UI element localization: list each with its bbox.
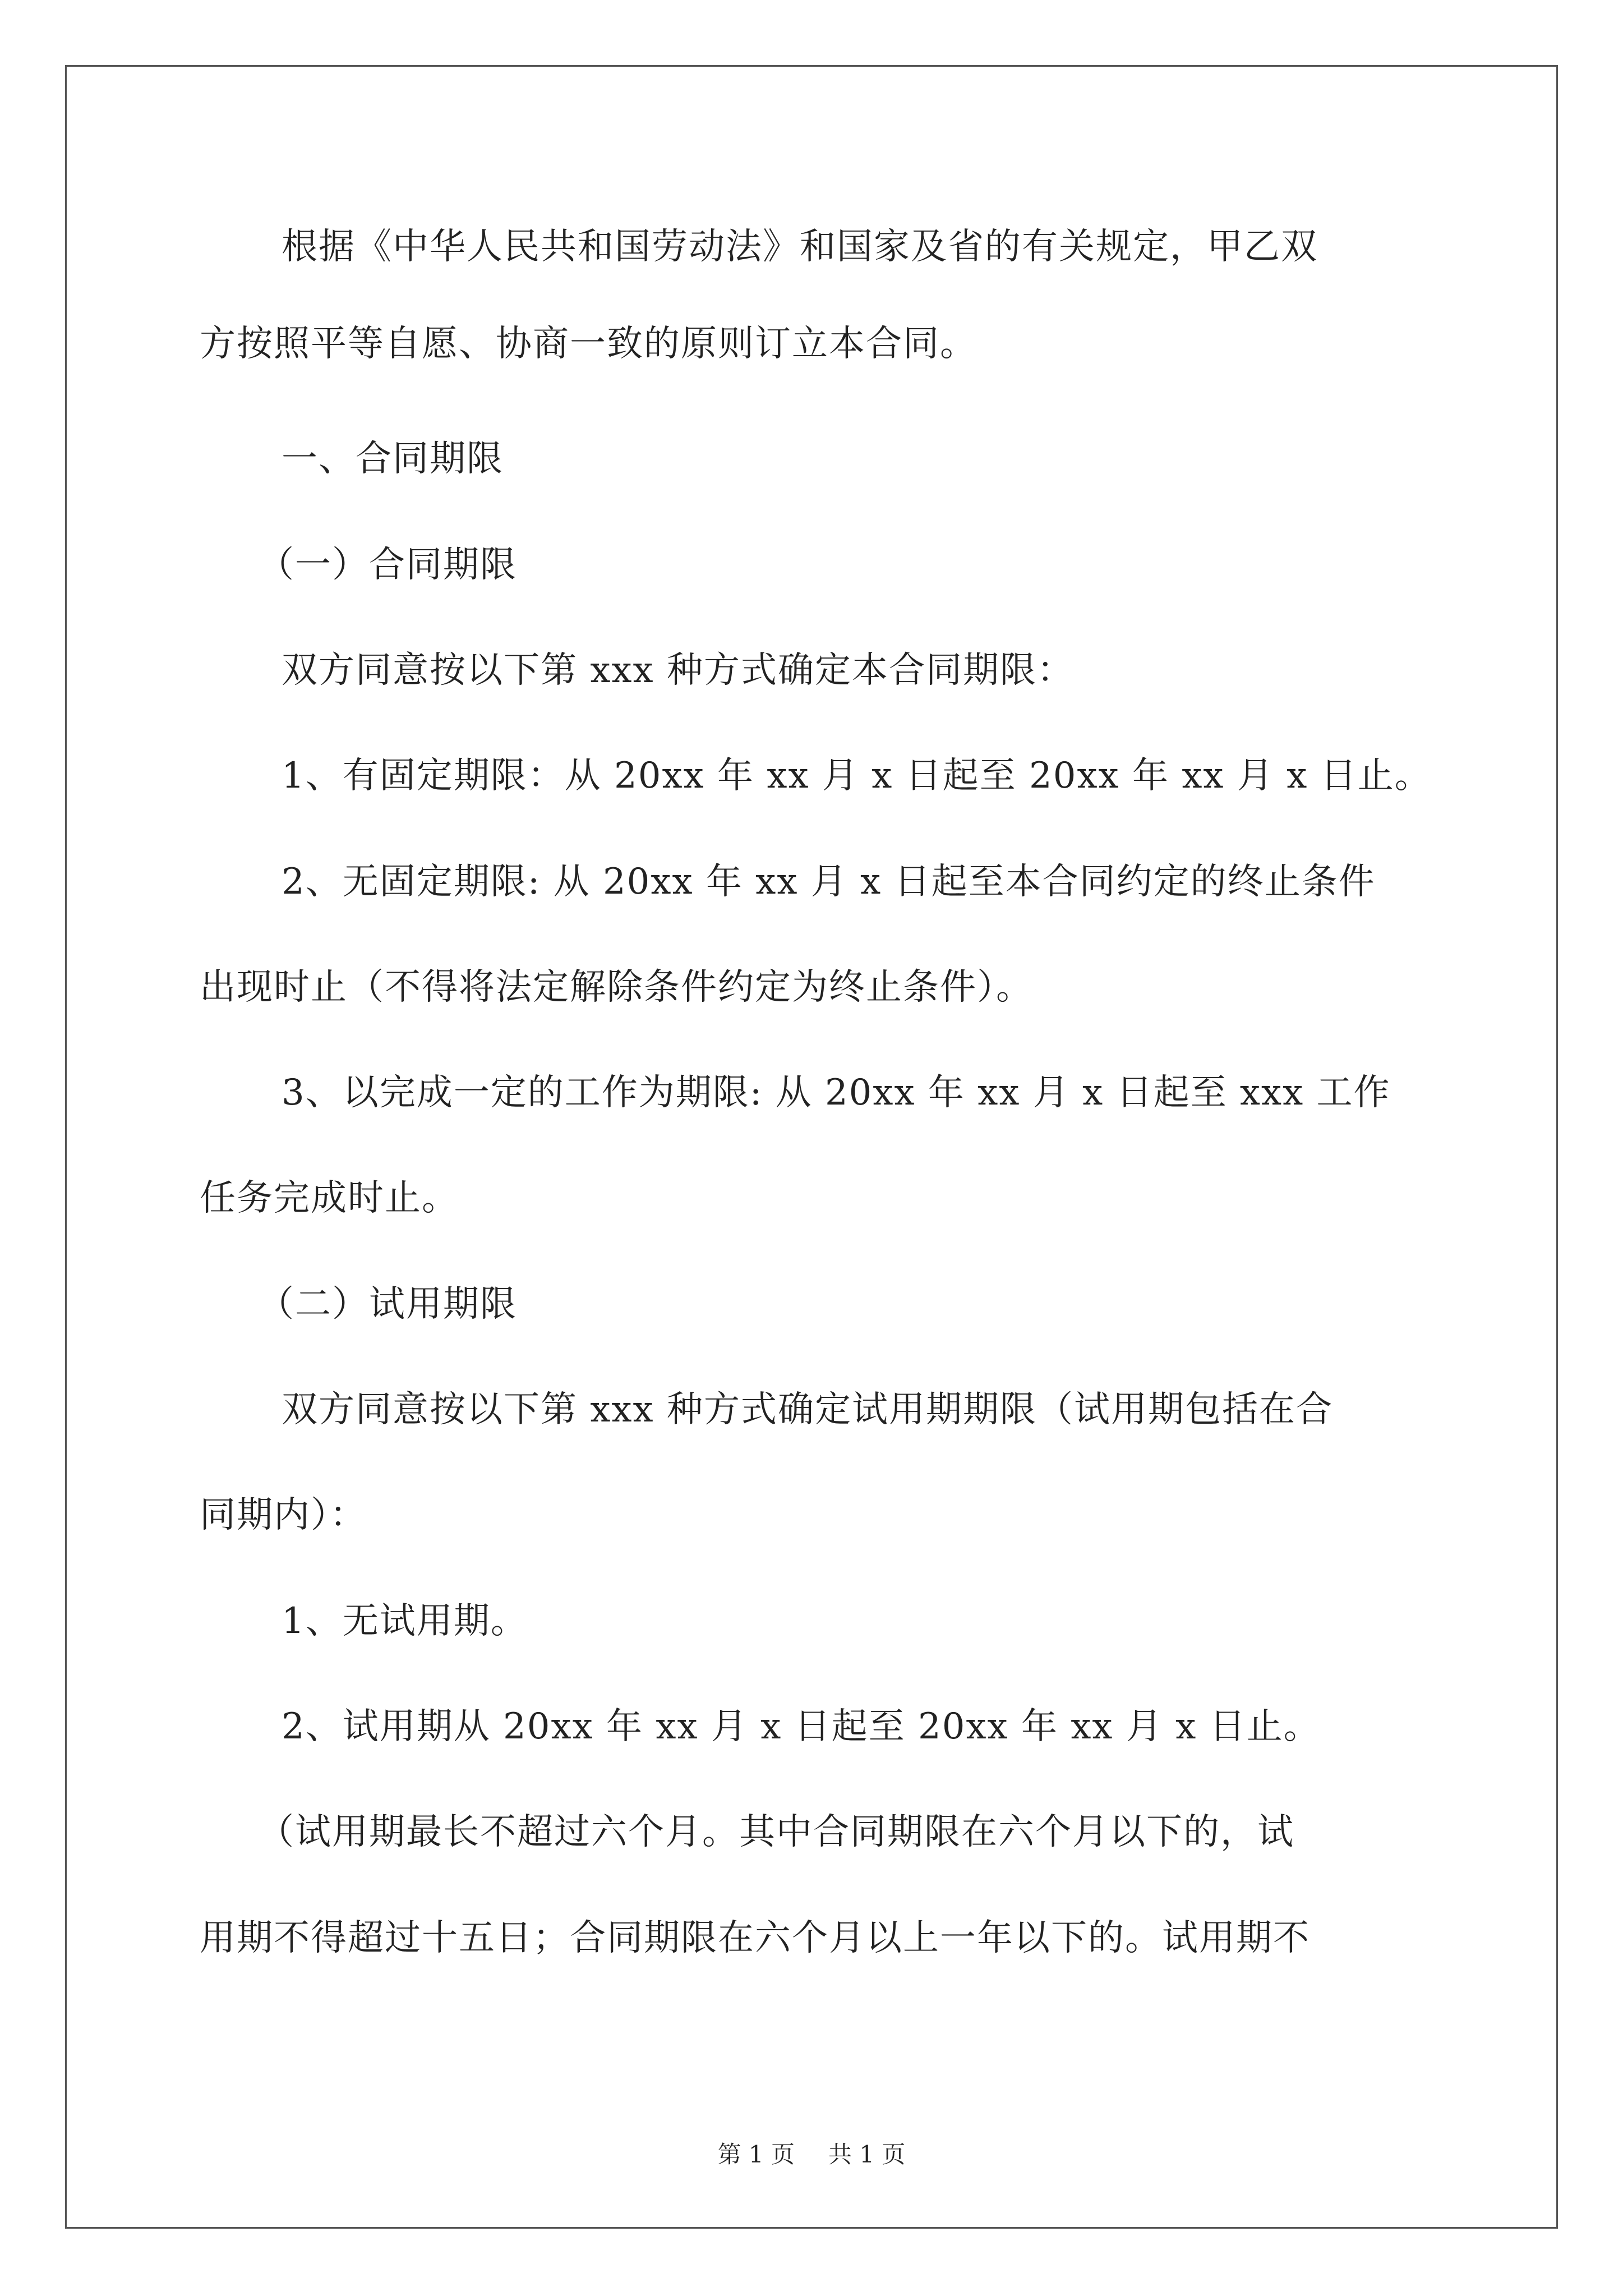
paragraph-line: 出现时止（不得将法定解除条件约定为终止条件）。 <box>200 967 1033 1008</box>
page-border <box>65 65 1558 2229</box>
paragraph-line: （试用期最长不超过六个月。其中合同期限在六个月以下的，试 <box>258 1811 1294 1853</box>
paragraph-line: 方按照平等自愿、协商一致的原则订立本合同。 <box>200 323 977 365</box>
paragraph-line: 同期内）： <box>200 1494 367 1536</box>
subsection-heading: （二）试用期限 <box>258 1283 517 1325</box>
paragraph-line: 3、以完成一定的工作为期限: 从 20xx 年 xx 月 x 日起至 xxx 工作 <box>282 1072 1391 1114</box>
paragraph-line: 1、有固定期限：从 20xx 年 xx 月 x 日起至 20xx 年 xx 月 x 日止。 <box>282 755 1432 797</box>
paragraph-line: 根据《中华人民共和国劳动法》和国家及省的有关规定，甲乙双 <box>282 226 1318 268</box>
paragraph-line: 双方同意按以下第 xxx 种方式确定本合同期限： <box>282 650 1074 691</box>
paragraph-line: 用期不得超过十五日；合同期限在六个月以上一年以下的。试用期不 <box>200 1917 1310 1959</box>
page-footer <box>0 2141 1623 2169</box>
subsection-heading: （一）合同期限 <box>258 544 517 586</box>
total-pages: 共 1 页 <box>828 2141 906 2168</box>
paragraph-line: 1、无试用期。 <box>282 1600 528 1642</box>
paragraph-line: 任务完成时止。 <box>200 1177 459 1219</box>
page-number: 第 1 页 <box>717 2141 795 2168</box>
paragraph-line: 2、试用期从 20xx 年 xx 月 x 日起至 20xx 年 xx 月 x 日止。 <box>282 1706 1321 1747</box>
paragraph-line: 双方同意按以下第 xxx 种方式确定试用期期限（试用期包括在合 <box>282 1389 1333 1430</box>
paragraph-line: 2、无固定期限: 从 20xx 年 xx 月 x 日起至本合同约定的终止条件 <box>282 861 1376 903</box>
section-heading: 一、合同期限 <box>282 438 504 480</box>
